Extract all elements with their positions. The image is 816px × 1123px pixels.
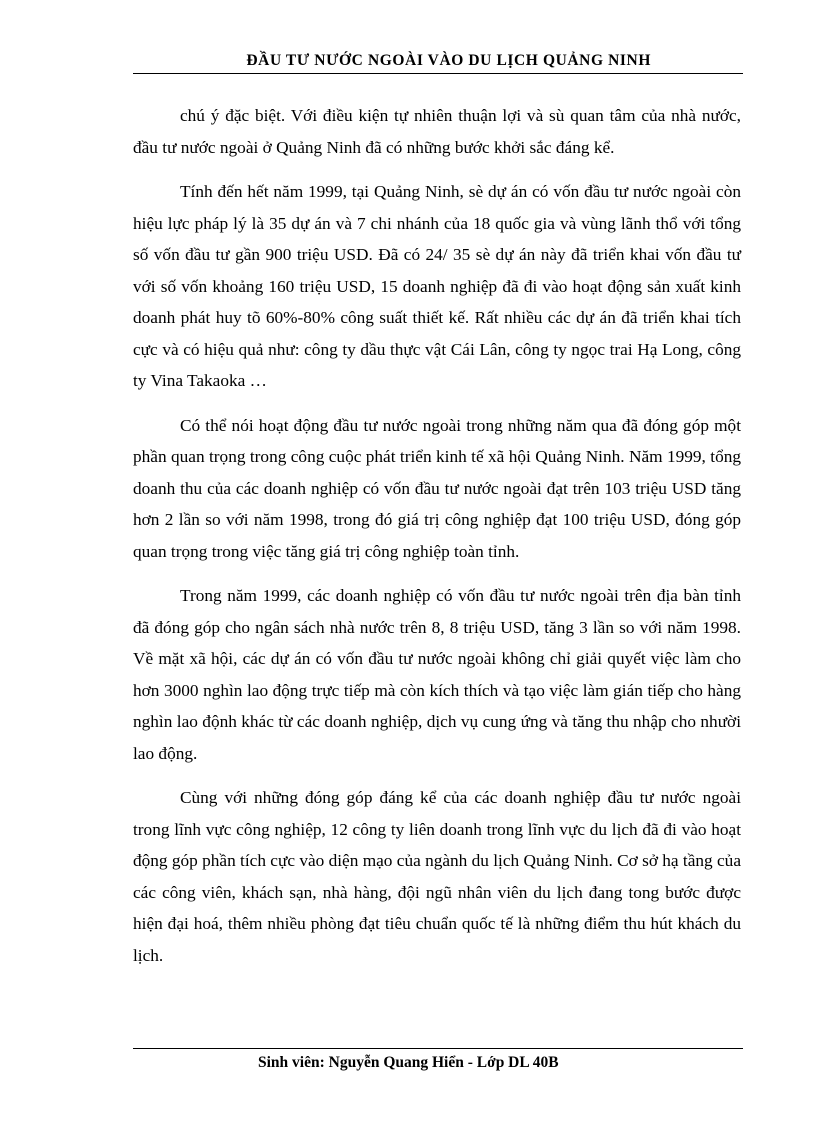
paragraph-5: Cùng với những đóng góp đáng kể của các doanh nghiệp đầu tư nước ngoài trong lĩnh vực công nghiệp, 12 công ty liên doanh trong lĩnh vực du lịch đã đi vào hoạt động góp phần tích cực vào diện mạo của ngành du lịch Quảng Ninh. Cơ sở hạ tầng của các công viên, khách sạn, nhà hàng, đội ngũ nhân viên du lịch đang tong bước được hiện đại hoá, thêm nhiều phòng đạt tiêu chuẩn quốc tế là những điểm thu hút khách du lịch. [133,788,741,965]
page-header-title: ĐẦU TƯ NƯỚC NGOÀI VÀO DU LỊCH QUẢNG NINH [246,52,651,69]
header-divider [133,73,743,74]
document-body [133,100,741,984]
paragraph-3: Có thể nói hoạt động đầu tư nước ngoài trong những năm qua đã đóng góp một phần quan trọng trong công cuộc phát triển kinh tế xã hội Quảng Ninh. Năm 1999, tổng doanh thu của các doanh nghiệp có vốn đầu tư nước ngoài đạt trên 103 triệu USD tăng hơn 2 lần so với năm 1998, trong đó giá trị công nghiệp đạt 100 triệu USD, đóng góp quan trọng trong việc tăng giá trị công nghiệp toàn tỉnh. [133,415,741,561]
paragraph-1: chú ý đặc biệt. Với điều kiện tự nhiên thuận lợi và sù quan tâm của nhà nước, đầu tư nước ngoài ở Quảng Ninh đã có những bước khởi sắc đáng kể. [133,106,741,157]
page-footer-author: Sinh viên: Nguyễn Quang Hiển - Lớp DL 40B [258,1054,559,1071]
paragraph-4: Trong năm 1999, các doanh nghiệp có vốn đầu tư nước ngoài trên địa bàn tỉnh đã đóng góp cho ngân sách nhà nước trên 8, 8 triệu USD, tăng 3 lần so với năm 1998. Về mặt xã hội, các dự án có vốn đầu tư nước ngoài không chỉ giải quyết việc làm cho hơn 3000 nghìn lao động trực tiếp mà còn kích thích và tạo việc làm gián tiếp cho hàng nghìn lao độnh khác từ các doanh nghiệp, dịch vụ cung ứng và tăng thu nhập cho nhười lao động. [133,586,741,763]
paragraph-2: Tính đến hết năm 1999, tại Quảng Ninh, sè dự án có vốn đầu tư nước ngoài còn hiệu lực pháp lý là 35 dự án và 7 chi nhánh của 18 quốc gia và vùng lãnh thổ với tổng số vốn đầu tư gần 900 triệu USD. Đã có 24/ 35 sè dự án này đã triển khai vốn đầu tư với số vốn khoảng 160 triệu USD, 15 doanh nghiệp đã đi vào hoạt động sản xuất kinh doanh phát huy tõ 60%-80% công suất thiết kế. Rất nhiều các dự án đã triển khai tích cực và có hiệu quả như: công ty dầu thực vật Cái Lân, công ty ngọc trai Hạ Long, công ty Vina Takaoka … [133,182,741,390]
footer-divider [133,1048,743,1049]
